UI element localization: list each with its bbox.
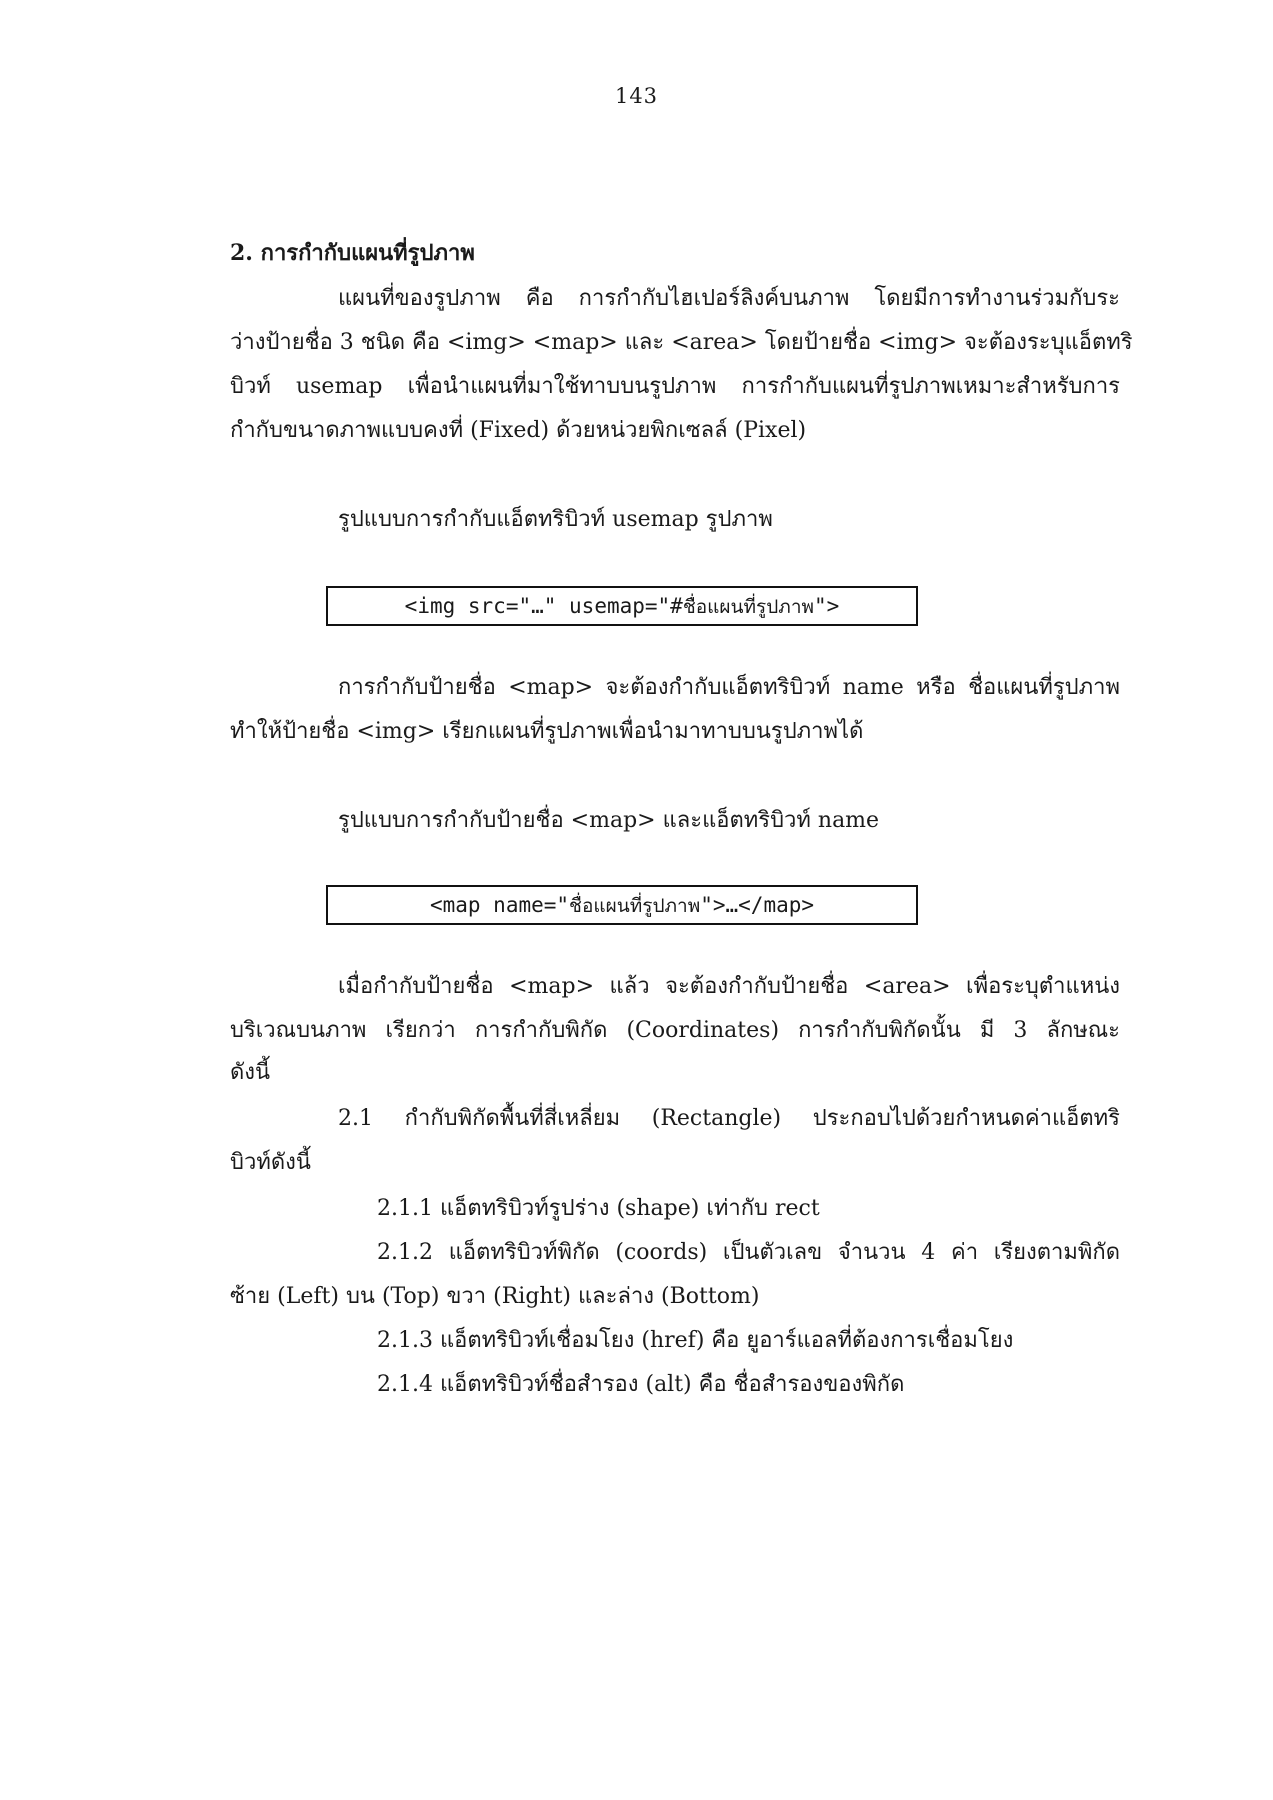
usemap-caption: รูปแบบการกำกับแอ็ตทริบิวท์ usemap รูปภาพ: [338, 507, 773, 532]
code-text-thai: ชื่อแผนที่รูปภาพ: [682, 596, 815, 618]
map-code-box: [326, 885, 918, 925]
code-text-thai: ชื่อแผนที่รูปภาพ: [569, 895, 701, 917]
sub-item-2-1-1: 2.1.1 แอ็ตทริบิวท์รูปร่าง (shape) เท่ากับ rect: [377, 1196, 820, 1221]
usemap-code-box: [326, 586, 918, 626]
sub-item-2-1-2-cont: ซ้าย (Left) บน (Top) ขวา (Right) และล่าง (Bottom): [230, 1284, 760, 1309]
page-number: 143: [614, 84, 659, 108]
sub-item-2-1-2: 2.1.2 แอ็ตทริบิวท์พิกัด (coords) เป็นตัวเลข จำนวน 4 ค่า เรียงตามพิกัด: [377, 1240, 1120, 1265]
area-line-3: ดังนี้: [230, 1060, 271, 1085]
map-line-1: การกำกับป้ายชื่อ <map> จะต้องกำกับแอ็ตทริบิวท์ name หรือ ชื่อแผนที่รูปภาพ: [338, 675, 1120, 700]
area-line-2: บริเวณบนภาพ เรียกว่า การกำกับพิกัด (Coordinates) การกำกับพิกัดนั้น มี 3 ลักษณะ: [230, 1018, 1120, 1043]
intro-line-3: บิวท์ usemap เพื่อนำแผนที่มาใช้ทาบบนรูปภาพ การกำกับแผนที่รูปภาพเหมาะสำหรับการ: [230, 374, 1120, 399]
rect-line-1: 2.1 กำกับพิกัดพื้นที่สี่เหลี่ยม (Rectangle) ประกอบไปด้วยกำหนดค่าแอ็ตทริ: [338, 1106, 1120, 1131]
map-caption: รูปแบบการกำกับป้ายชื่อ <map> และแอ็ตทริบิวท์ name: [338, 808, 880, 833]
map-line-2: ทำให้ป้ายชื่อ <img> เรียกแผนที่รูปภาพเพื่อนำมาทาบบนรูปภาพได้: [230, 719, 864, 744]
code-text-end: ">…</map>: [700, 893, 815, 917]
rect-line-2: บิวท์ดังนี้: [230, 1150, 311, 1175]
intro-line-1: แผนที่ของรูปภาพ คือ การกำกับไฮเปอร์ลิงค์บนภาพ โดยมีการทำงานร่วมกับระ: [338, 286, 1120, 311]
intro-line-4: กำกับขนาดภาพแบบคงที่ (Fixed) ด้วยหน่วยพิกเซลล์ (Pixel): [230, 418, 807, 443]
code-text: <map name=": [429, 893, 570, 917]
sub-item-2-1-3: 2.1.3 แอ็ตทริบิวท์เชื่อมโยง (href) คือ ยูอาร์แอลที่ต้องการเชื่อมโยง: [377, 1328, 1014, 1353]
section-heading: 2. การกำกับแผนที่รูปภาพ: [230, 240, 475, 266]
code-text-end: ">: [814, 594, 840, 618]
sub-item-2-1-4: 2.1.4 แอ็ตทริบิวท์ชื่อสำรอง (alt) คือ ชื่อสำรองของพิกัด: [377, 1372, 905, 1397]
code-text: <img src="…" usemap="#: [404, 594, 683, 618]
area-line-1: เมื่อกำกับป้ายชื่อ <map> แล้ว จะต้องกำกับป้ายชื่อ <area> เพื่อระบุตำแหน่ง: [338, 974, 1120, 999]
intro-line-2: ว่างป้ายชื่อ 3 ชนิด คือ <img> <map> และ <area> โดยป้ายชื่อ <img> จะต้องระบุแอ็ตทริ: [230, 330, 1133, 355]
